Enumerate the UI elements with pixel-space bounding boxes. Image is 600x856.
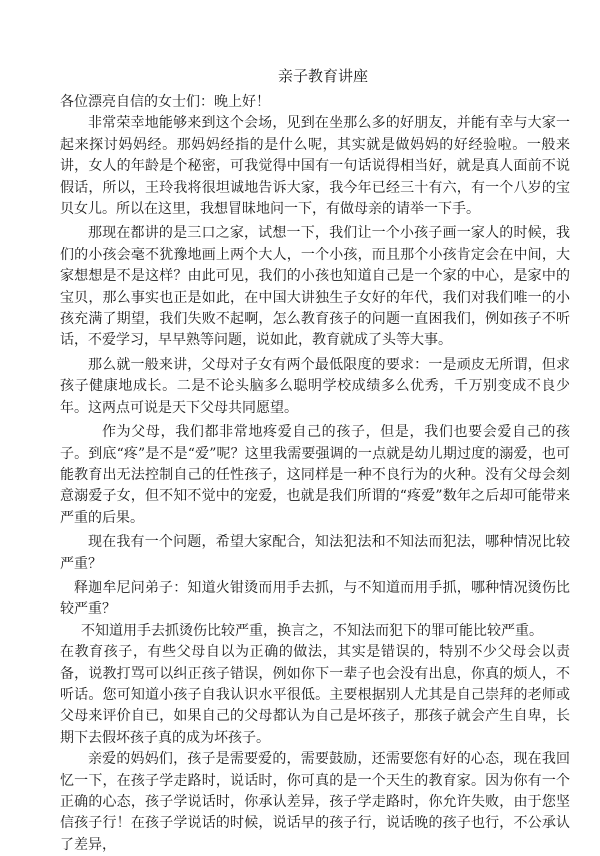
paragraph-buddha-question: 释迦牟尼问弟子：知道火钳烫而用手去抓，与不知道而用手抓，哪种情况烫伤比较严重？	[60, 579, 570, 618]
paragraph-dear-mothers: 亲爱的妈妈们，孩子是需要爱的，需要鼓励，还需要您有好的心态，现在我回忆一下，在孩子学走路时，说话时，你可真的是一个天生的教育家。因为你有一个正确的心态，孩子学说话时，你承认差异，孩子学走路时，你允许失败，由于您坚信孩子行！在孩子学说话的时候，说话早的孩子行，说话晚的孩子也行，不公承认了差异，	[60, 751, 570, 853]
paragraph-question: 现在我有一个问题，希望大家配合，知法犯法和不知法而犯法，哪种情况比较严重？	[60, 534, 570, 572]
paragraph-greeting: 各位漂亮自信的女士们：晚上好！	[60, 94, 270, 110]
document-title: 亲子教育讲座	[277, 67, 368, 85]
paragraph-parent-requirements: 那么就一般来讲，父母对子女有两个最低限度的要求：一是顽皮无所谓，但求孩子健康地成长。二是不论头脑多么聪明学校成绩多么优秀，千万别变成不良少年。这两点可说是天下父母共同愿望。	[60, 356, 570, 416]
paragraph-answer: 不知道用手去抓烫伤比较严重，换言之，不知法而犯下的罪可能比较严重。	[81, 622, 543, 639]
paragraph-intro: 非常荣幸地能够来到这个会场，见到在坐那么多的好朋友，并能有幸与大家一起来探讨妈妈经。那妈妈经指的是什么呢，其实就是做妈妈的好经验啦。一般来讲，女人的年龄是个秘密，可我觉得中国有一句话说得相当好，就是真人面前不说假话，所以，王玲我将很坦诚地告诉大家，我今年已经三十有六，有一个八岁的宝贝女儿。所以在这里，我想冒昧地问一下，有做母亲的请举一下手。	[60, 115, 570, 218]
paragraph-wrong-education: 在教育孩子，有些父母自以为正确的做法，其实是错误的，特别不少父母会以责备，说教打骂可以纠正孩子错误，例如你下一辈子也会没有出息，你真的烦人，不听话。您可知道小孩子自我认识水平很低。主要根据别人尤其是自己崇拜的老师或父母来评价自已，如果自己的父母都认为自己是坏孩子，那孩子就会产生自卑，长期下去假坏孩子真的成为坏孩子。	[60, 644, 570, 746]
paragraph-family-center: 那现在都讲的是三口之家，试想一下，我们让一个小孩子画一家人的时候，我们的小孩会毫不犹豫地画上两个大人，一个小孩，而且那个小孩肯定会在中间，大家想想是不是这样？由此可见，我们的小孩也知道自己是一个家的中心，是家中的宝贝，那么事实也正是如此，在中国大讲独生子女好的年代，我们对我们唯一的小孩充满了期望，我们失败不起啊，怎么教育孩子的问题一直困我们，例如孩子不听话，不爱学习，早早熟等问题，说如此，教育就成了头等大事。	[60, 225, 570, 349]
paragraph-love-vs-spoil: 作为父母，我们都非常地疼爱自己的孩子，但是，我们也要会爱自己的孩子。到底“疼”是不是“爱”呢？这里我需要强调的一点就是幼儿期过度的溺爱，也可能教育出无法控制自己的任性孩子，这同样是一种不良行为的火种。没有父母会刻意溺爱子女，但不知不觉中的宠爱，也就是我们所谓的“疼爱”数年之后却可能带来严重的后果。	[60, 424, 570, 526]
